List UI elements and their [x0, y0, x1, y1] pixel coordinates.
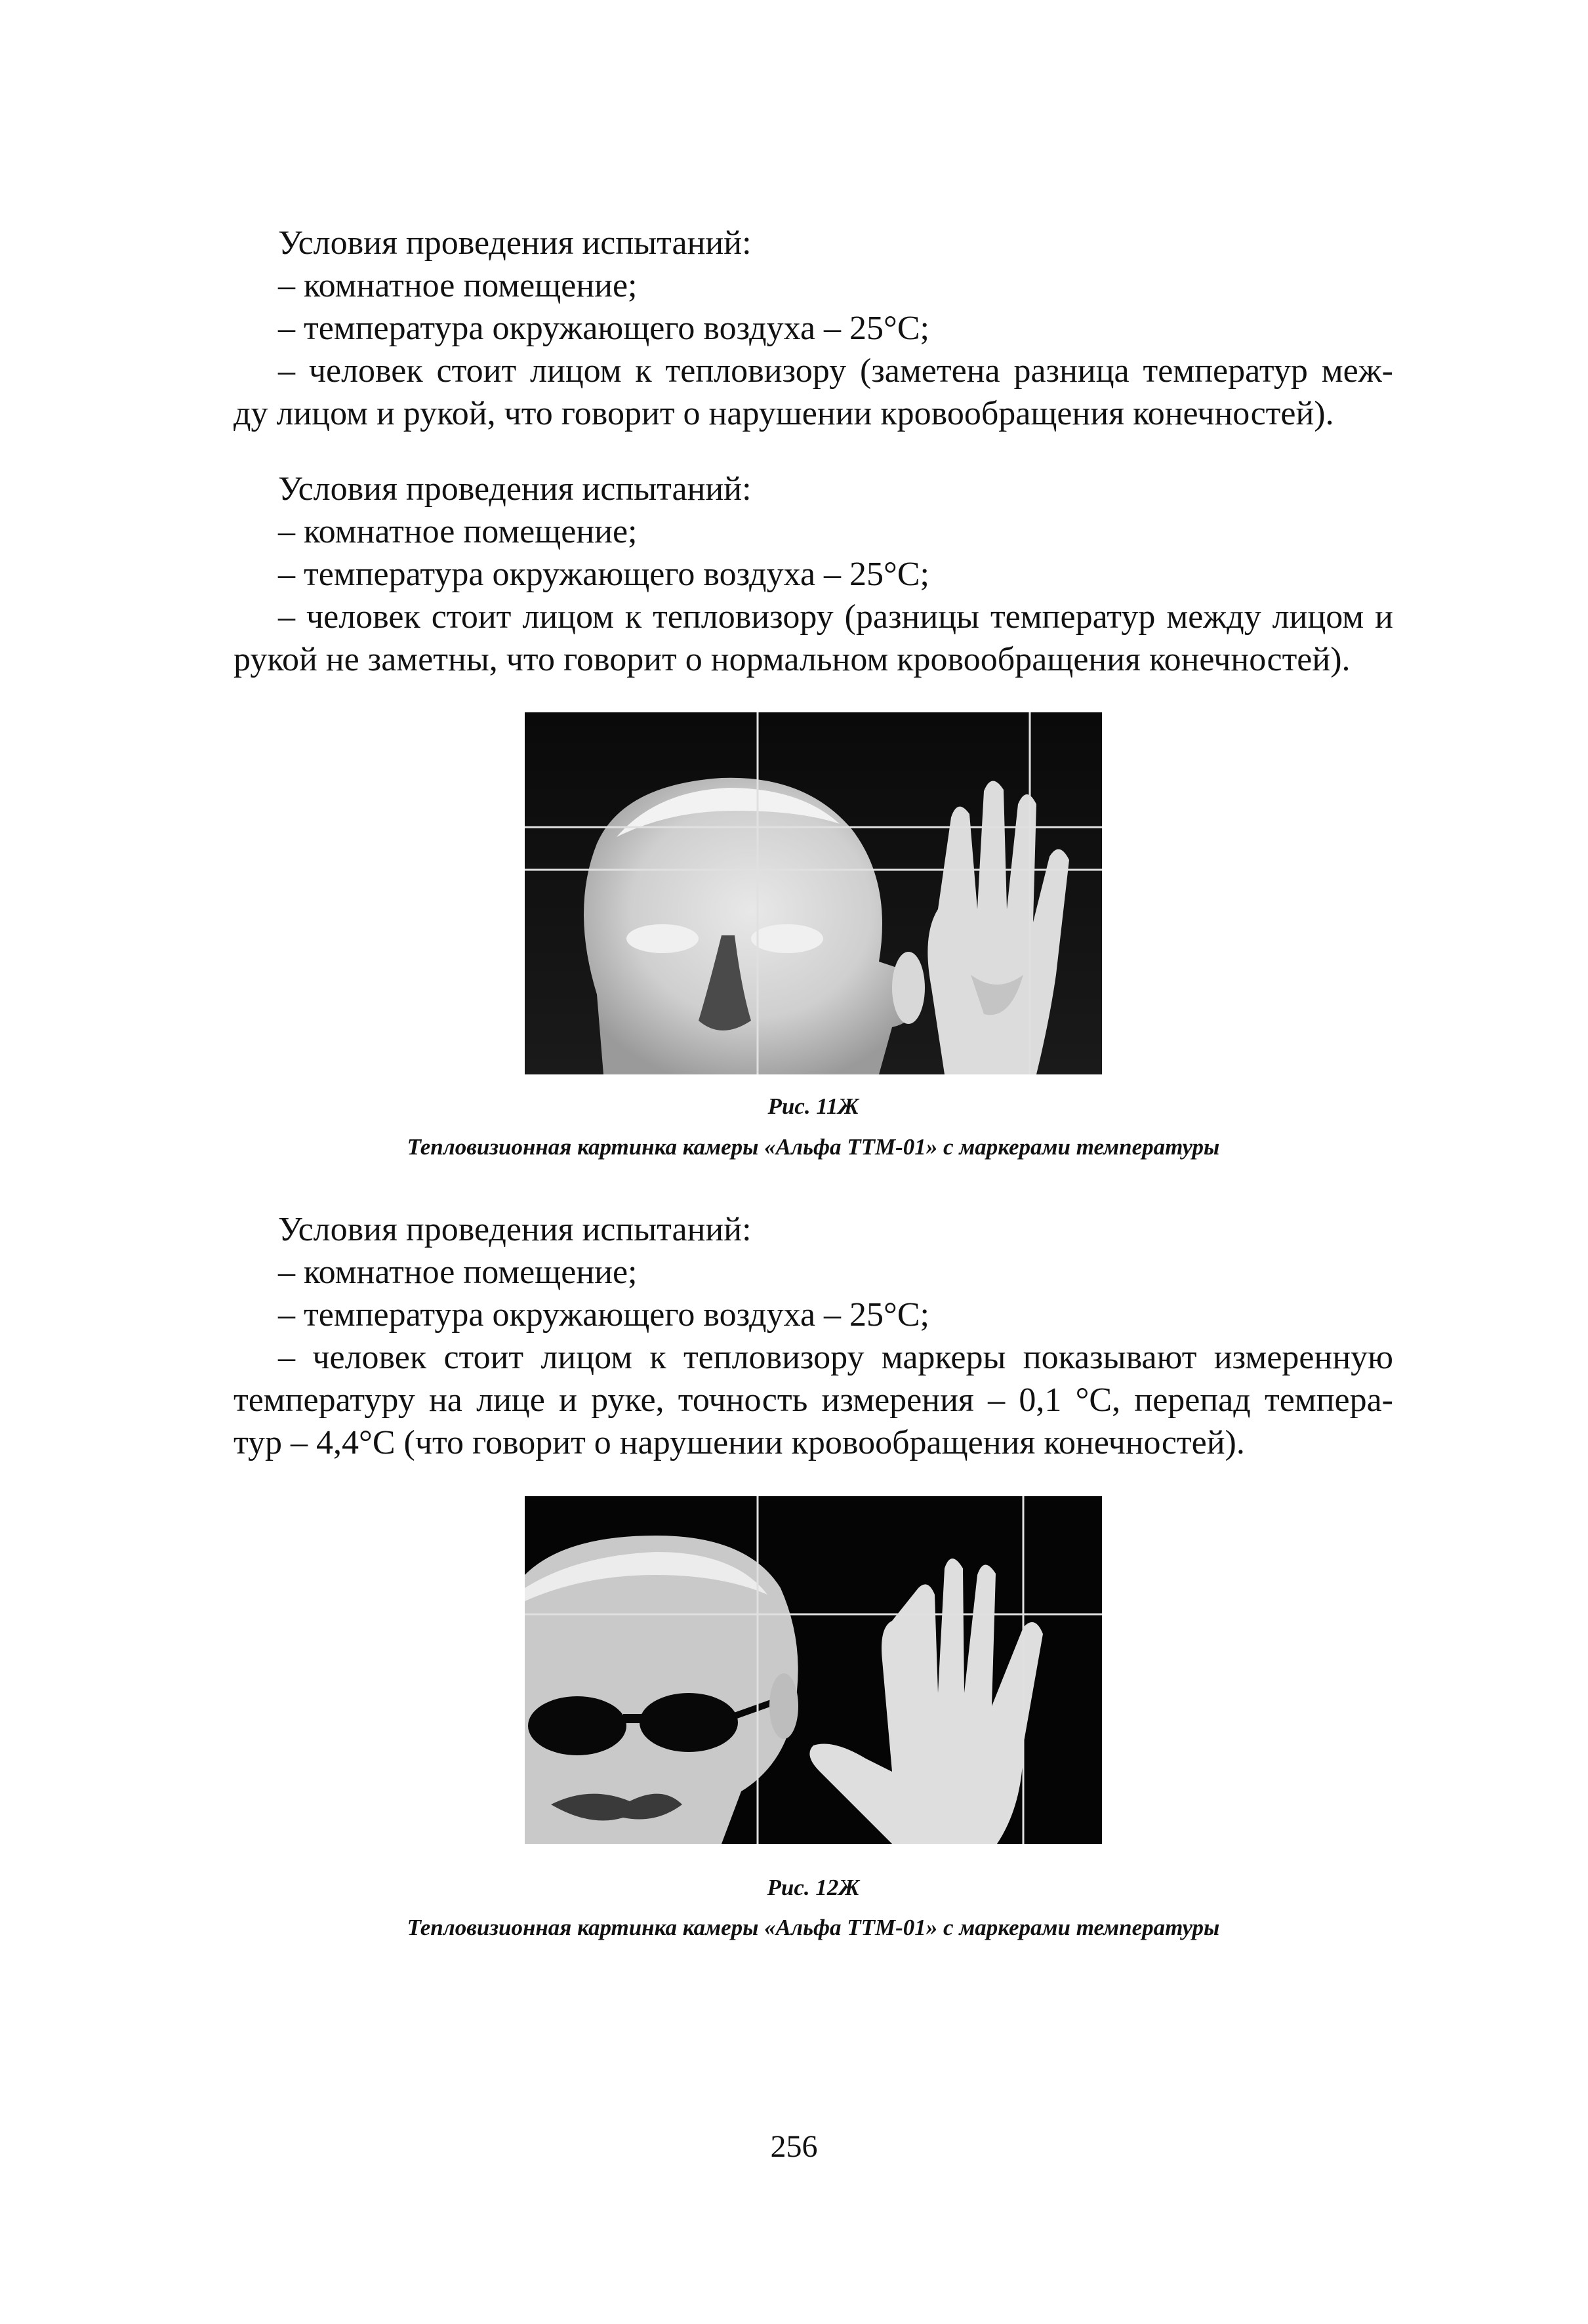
figure-11-caption: Тепловизионная картинка камеры «Альфа ТТМ-01» с маркерами температуры — [407, 1134, 1220, 1160]
condition-person-line-2: рукой не заметны, что говорит о нормальном кровообращения конечностей). — [234, 641, 1351, 678]
figure-12-number: Рис. 12Ж — [767, 1875, 860, 1900]
thermal-image-figure-11 — [525, 712, 1102, 1074]
condition-person-line-2: температуру на лице и руке, точность измерения – 0,1 °С, перепад темпера- — [234, 1381, 1393, 1419]
condition-room: – комнатное помещение; — [278, 513, 638, 550]
condition-person-line-2: ду лицом и рукой, что говорит о нарушении кровообращения конечностей). — [234, 395, 1334, 432]
test-conditions-block-2 — [234, 468, 1393, 681]
condition-person-line-1: – человек стоит лицом к тепловизору (заметена разница температур меж- — [278, 352, 1393, 390]
page-number: 256 — [770, 2129, 818, 2164]
conditions-heading: Условия проведения испытаний: — [278, 224, 752, 262]
figure-11-number: Рис. 11Ж — [767, 1093, 859, 1119]
condition-room: – комнатное помещение; — [278, 1254, 638, 1291]
test-conditions-block-1 — [234, 222, 1393, 435]
condition-person-line-1: – человек стоит лицом к тепловизору маркеры показывают измеренную — [278, 1339, 1393, 1376]
condition-temperature: – температура окружающего воздуха – 25°С; — [278, 310, 929, 347]
condition-person-line-3: тур – 4,4°С (что говорит о нарушении кровообращения конечностей). — [234, 1424, 1245, 1461]
condition-person-line-1: – человек стоит лицом к тепловизору (разницы температур между лицом и — [278, 598, 1393, 636]
condition-room: – комнатное помещение; — [278, 267, 638, 304]
thermal-image-figure-12 — [525, 1496, 1102, 1844]
conditions-heading: Условия проведения испытаний: — [278, 1211, 752, 1248]
conditions-heading: Условия проведения испытаний: — [278, 470, 752, 508]
test-conditions-block-3 — [234, 1208, 1393, 1464]
thermal-image-face-and-hand — [525, 712, 1102, 1074]
thermal-image-face-with-glasses-and-hand — [525, 1496, 1102, 1844]
figure-12-caption: Тепловизионная картинка камеры «Альфа ТТМ-01» с маркерами температуры — [407, 1915, 1220, 1940]
condition-temperature: – температура окружающего воздуха – 25°С; — [278, 1296, 929, 1334]
condition-temperature: – температура окружающего воздуха – 25°С; — [278, 556, 929, 593]
